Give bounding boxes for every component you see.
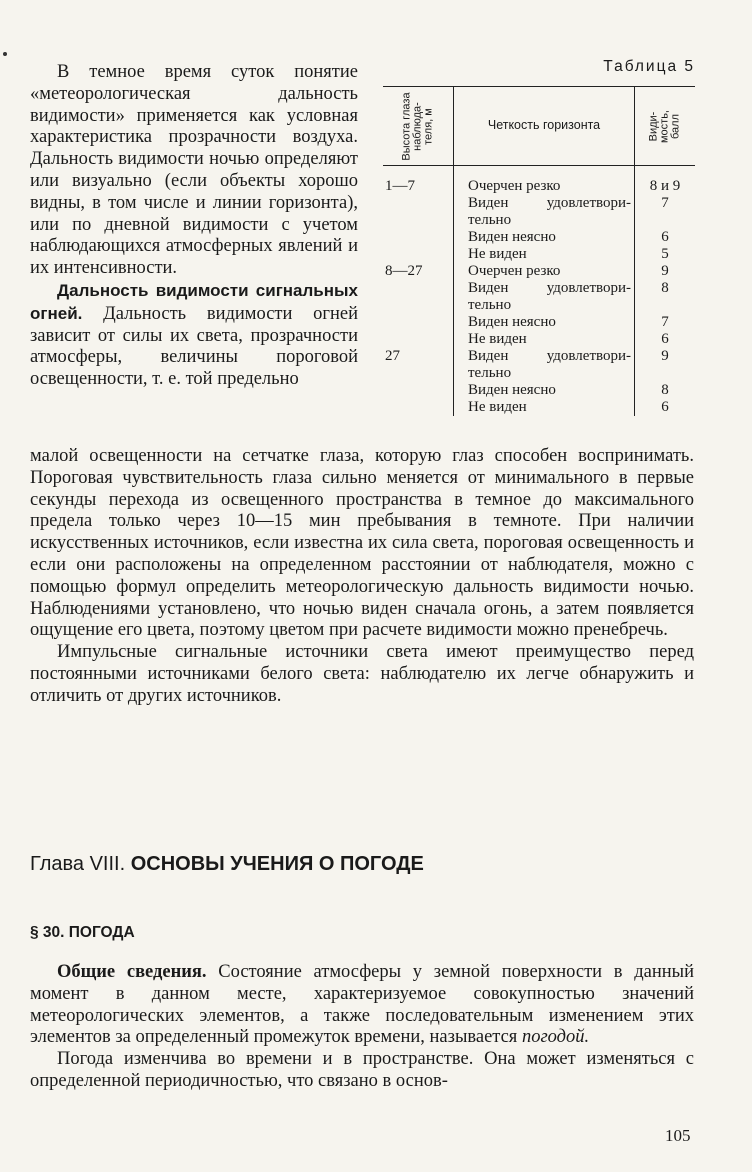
cell-eye-height bbox=[383, 280, 454, 314]
cell-visibility-score: 9 bbox=[661, 348, 669, 364]
chapter-number: Глава VIII. bbox=[30, 853, 126, 875]
cell-horizon-clarity: Очерчен резко bbox=[454, 166, 635, 196]
cell-visibility-score: 9 bbox=[661, 263, 669, 279]
cell-horizon-clarity: Виден неясно bbox=[454, 314, 635, 331]
header-visibility-score: Види-мость, балл bbox=[635, 87, 696, 166]
signal-lights-text-continued: малой освещенности на сетчатке глаза, которую глаз способен воспринимать. Пороговая чувствительность глаза сильно меняется от минимального в первые секунды перехода из освещенного пространства в темное до максимального предела только через 10—15 мин пребывания в темноте. При наличии искусственных источников, если известна их сила света, пороговая освещенность и если они расположены на определенном расстоянии от наблюдателя, можно с помощью формул определить метеорологическую дальность видимости ночью. Наблюдениями установлено, что ночью виден сначала огонь, а затем появляется ощущение его цвета, поэтому цветом при расчете видимости можно пренебречь. bbox=[30, 446, 694, 641]
table-caption: Таблица 5 bbox=[603, 58, 695, 75]
table-row bbox=[383, 229, 695, 246]
table-row bbox=[383, 280, 695, 314]
section-heading: § 30. ПОГОДА bbox=[30, 924, 135, 941]
header-eye-height: Высота глаза наблюда-теля, м bbox=[383, 87, 454, 166]
cell-visibility-score: 6 bbox=[661, 399, 669, 415]
intro-paragraph-1: В темное время суток понятие «метеорологическая дальность видимости» применяется как условная характеристика прозрачности воздуха. Дальность видимости ночью определяют или визуально (если объекты хорошо видны, в том числе и линии горизонта), или по дневной видимости с учетом наблюдающихся атмосферных явлений и их интенсивности. bbox=[30, 62, 358, 279]
cell-horizon-clarity: Очерчен резко bbox=[454, 263, 635, 280]
cell-eye-height bbox=[383, 195, 454, 229]
cell-visibility-score: 6 bbox=[661, 229, 669, 245]
cell-horizon-clarity: Не виден bbox=[454, 399, 635, 416]
cell-horizon-clarity: Не виден bbox=[454, 246, 635, 263]
visibility-table-block bbox=[383, 58, 695, 416]
chapter-heading bbox=[30, 853, 424, 876]
margin-mark bbox=[3, 52, 7, 56]
cell-horizon-clarity: Виден неясно bbox=[454, 229, 635, 246]
cell-eye-height bbox=[383, 229, 454, 246]
cell-eye-height: 27 bbox=[385, 348, 400, 364]
weather-section-text bbox=[30, 962, 694, 1093]
table-body bbox=[383, 166, 695, 417]
impulse-sources-paragraph: Импульсные сигнальные источники света имеют преимущество перед постоянными источниками белого света: наблюдателю их легче обнаружить и отличить от других источников. bbox=[30, 642, 694, 706]
signal-lights-text-left: Дальность видимости огней зависит от силы их света, прозрачности атмосферы, величины пороговой освещенности, т. е. той предельно bbox=[30, 303, 358, 390]
cell-eye-height: 8—27 bbox=[385, 263, 423, 279]
cell-visibility-score: 8 и 9 bbox=[649, 178, 681, 194]
cell-eye-height bbox=[383, 399, 454, 416]
weather-variability-paragraph: Погода изменчива во времени и в пространстве. Она может изменяться с определенной периодичностью, что связано в основ- bbox=[30, 1049, 694, 1091]
general-info-paragraph bbox=[30, 962, 694, 1049]
general-info-text: Состояние атмосферы у земной поверхности в данный момент в данном месте, характеризуемое совокупностью значений метеорологических элементов, а также последовательным изменением этих элементов за определенный промежуток времени, называется bbox=[30, 962, 695, 1048]
cell-visibility-score: 7 bbox=[661, 195, 669, 211]
cell-eye-height bbox=[383, 331, 454, 348]
cell-horizon-clarity: Виден удовлетвори-тельно bbox=[454, 280, 635, 314]
cell-eye-height bbox=[383, 246, 454, 263]
left-column bbox=[30, 62, 358, 391]
signal-lights-heading: Дальность видимости сигнальных огней. bbox=[30, 280, 358, 323]
cell-visibility-score: 8 bbox=[661, 382, 669, 398]
table-row bbox=[383, 382, 695, 399]
weather-term: погодой. bbox=[521, 1027, 590, 1048]
table-row bbox=[383, 166, 695, 196]
table-row bbox=[383, 348, 695, 382]
cell-visibility-score: 8 bbox=[661, 280, 669, 296]
cell-horizon-clarity: Виден удовлетвори-тельно bbox=[454, 348, 635, 382]
header-horizon-clarity: Четкость горизонта bbox=[454, 87, 635, 166]
full-width-text bbox=[30, 446, 694, 708]
table-row bbox=[383, 314, 695, 331]
cell-horizon-clarity: Виден неясно bbox=[454, 382, 635, 399]
intro-paragraph-2 bbox=[30, 280, 358, 391]
table-row bbox=[383, 263, 695, 280]
table-row bbox=[383, 331, 695, 348]
table-row bbox=[383, 399, 695, 416]
cell-horizon-clarity: Не виден bbox=[454, 331, 635, 348]
cell-eye-height bbox=[383, 314, 454, 331]
general-info-heading: Общие сведения. bbox=[57, 962, 207, 982]
cell-visibility-score: 5 bbox=[661, 246, 669, 262]
chapter-title: ОСНОВЫ УЧЕНИЯ О ПОГОДЕ bbox=[130, 853, 424, 875]
cell-eye-height: 1—7 bbox=[385, 178, 415, 194]
table-row bbox=[383, 246, 695, 263]
visibility-table bbox=[383, 86, 695, 416]
cell-visibility-score: 7 bbox=[661, 314, 669, 330]
cell-eye-height bbox=[383, 382, 454, 399]
cell-visibility-score: 6 bbox=[661, 331, 669, 347]
page-number: 105 bbox=[665, 1126, 691, 1145]
table-row bbox=[383, 195, 695, 229]
cell-horizon-clarity: Виден удовлетвори-тельно bbox=[454, 195, 635, 229]
